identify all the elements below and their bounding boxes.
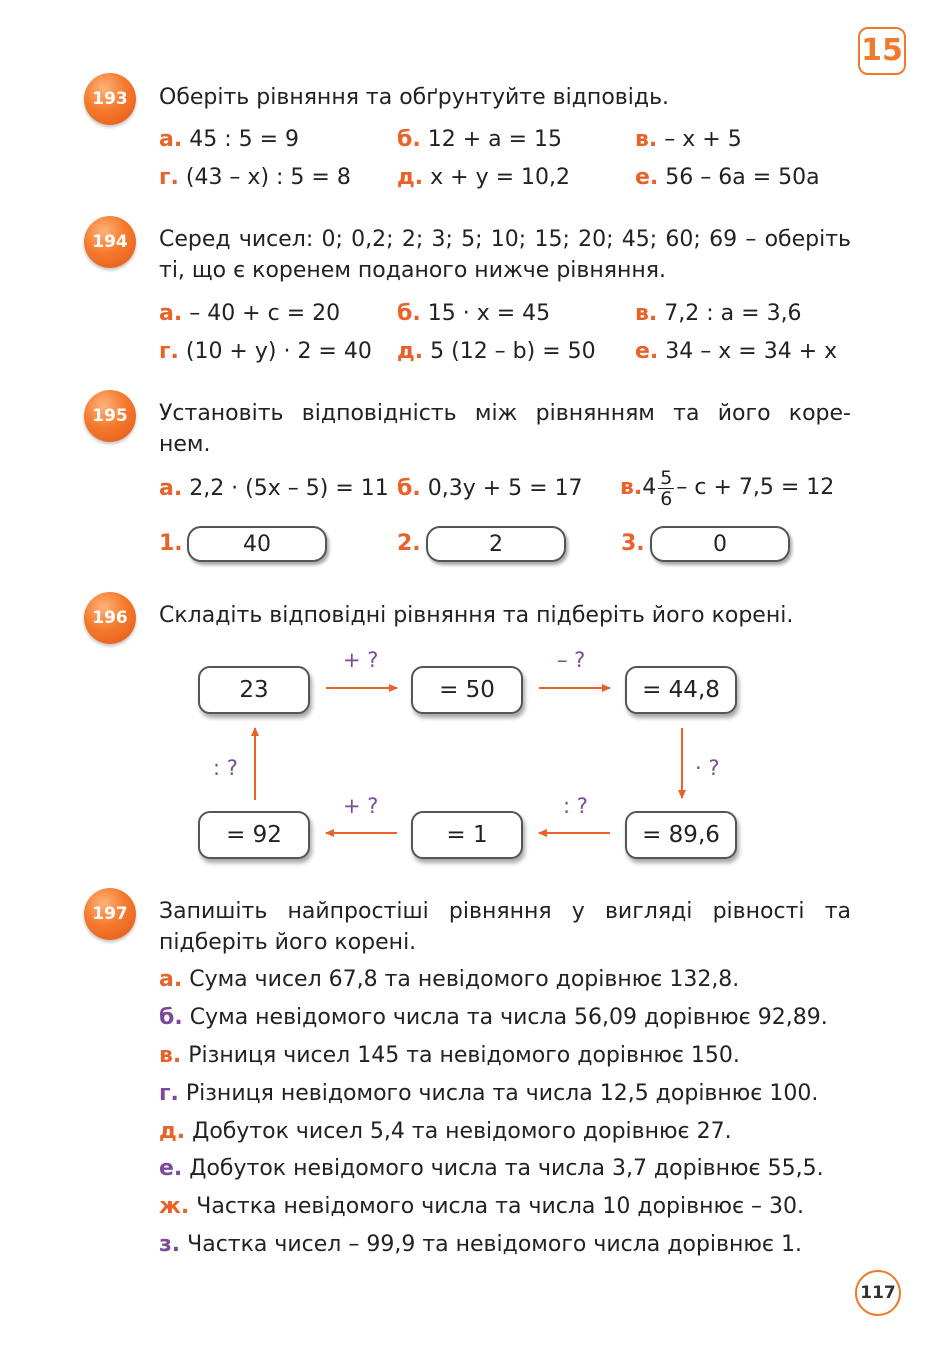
- item-text: 34 – x = 34 + x: [665, 339, 838, 364]
- item-label: г.: [159, 1081, 179, 1106]
- exercise-196-badge: 196: [84, 592, 136, 644]
- item-text: (43 – x) : 5 = 8: [185, 165, 351, 190]
- item-label: в.: [635, 301, 658, 326]
- item-text: 0,3y + 5 = 17: [427, 476, 583, 501]
- item-label: а.: [159, 476, 183, 501]
- item-text: 7,2 : a = 3,6: [664, 301, 802, 326]
- exercise-197-badge: 197: [84, 888, 136, 940]
- item-label: г.: [159, 165, 179, 190]
- flow-box-89-6: = 89,6: [625, 811, 737, 859]
- flow-box-1: = 1: [411, 811, 523, 859]
- item-text: Частка чисел – 99,9 та невідомого числа дорівнює 1.: [187, 1232, 802, 1257]
- root-label-1: 1.: [159, 531, 183, 556]
- item-text: Добуток чисел 5,4 та невідомого дорівнює 27.: [192, 1119, 732, 1144]
- task-line: Запишіть найпростіші рівняння у вигляді рівності та: [159, 899, 851, 924]
- exercise-193-task: Оберіть рівняння та обґрунтуйте відповідь.: [159, 85, 670, 110]
- item-text: – 40 + c = 20: [189, 301, 341, 326]
- item-text: – c + 7,5 = 12: [676, 475, 835, 500]
- ex197-item-g: [159, 1078, 818, 1110]
- item-label: б.: [397, 476, 421, 501]
- root-label-2: 2.: [397, 531, 421, 556]
- root-label-3: 3.: [621, 531, 645, 556]
- exercise-194-badge: 194: [84, 216, 136, 268]
- item-text: 15 · x = 45: [427, 301, 551, 326]
- exercise-195-badge: 195: [84, 390, 136, 442]
- item-label: б.: [159, 1005, 183, 1030]
- item-label: в.: [159, 1043, 182, 1068]
- task-line: Серед чисел: 0; 0,2; 2; 3; 5; 10; 15; 20; 45; 60; 69 – оберіть: [159, 227, 851, 252]
- page-number: 117: [855, 1270, 901, 1316]
- item-label: а.: [159, 127, 183, 152]
- item-text: 12 + a = 15: [427, 127, 563, 152]
- item-text: Добуток невідомого числа та числа 3,7 дорівнює 55,5.: [189, 1156, 824, 1181]
- root-pill-3: 0: [650, 526, 790, 562]
- op-minus-unknown: – ?: [557, 648, 586, 672]
- item-text: Частка невідомого числа та числа 10 дорівнює – 30.: [196, 1194, 805, 1219]
- exercise-193-badge: 193: [84, 73, 136, 125]
- item-label: з.: [159, 1232, 181, 1257]
- exercise-196-task: Складіть відповідні рівняння та підберіть його корені.: [159, 603, 794, 628]
- item-label: а.: [159, 967, 183, 992]
- exercise-197-task: [159, 896, 851, 958]
- item-text: 56 – 6a = 50a: [665, 165, 820, 190]
- task-line: нем.: [159, 432, 211, 457]
- item-label: д.: [397, 165, 424, 190]
- task-line: підберіть його корені.: [159, 930, 417, 955]
- item-label: е.: [635, 165, 659, 190]
- task-line: Установіть відповідність між рівнянням та його коре-: [159, 401, 851, 426]
- root-pill-1: 40: [187, 526, 327, 562]
- item-label: б.: [397, 301, 421, 326]
- item-text: Сума чисел 67,8 та невідомого дорівнює 132,8.: [189, 967, 740, 992]
- item-text: Різниця чисел 145 та невідомого дорівнює 150.: [188, 1043, 740, 1068]
- op-divide-unknown: : ?: [563, 794, 588, 818]
- flow-box-92: = 92: [198, 811, 310, 859]
- ex197-item-zh: [159, 1191, 804, 1223]
- fraction-numerator: 5: [660, 466, 673, 489]
- flow-box-23: 23: [198, 666, 310, 714]
- task-line: ті, що є коренем поданого нижче рівняння.: [159, 258, 666, 283]
- item-label: а.: [159, 301, 183, 326]
- flow-box-50: = 50: [411, 666, 523, 714]
- ex197-item-a: [159, 964, 739, 996]
- op-plus-unknown-2: + ?: [343, 794, 379, 818]
- op-divide-unknown-2: : ?: [213, 756, 238, 780]
- ex197-item-v: [159, 1040, 740, 1072]
- item-text: 2,2 · (5x – 5) = 11: [189, 476, 389, 501]
- root-pill-2: 2: [426, 526, 566, 562]
- ex197-item-b: [159, 1002, 828, 1034]
- item-text: (10 + y) · 2 = 40: [185, 339, 372, 364]
- item-label: г.: [159, 339, 179, 364]
- flow-box-44-8: = 44,8: [625, 666, 737, 714]
- ex197-item-e: [159, 1153, 824, 1185]
- item-text: Різниця невідомого числа та числа 12,5 дорівнює 100.: [185, 1081, 819, 1106]
- item-label: ж.: [159, 1194, 190, 1219]
- ex197-item-z: [159, 1229, 802, 1261]
- item-label: в.: [635, 127, 658, 152]
- item-label: е.: [159, 1156, 183, 1181]
- item-text: – x + 5: [664, 127, 742, 152]
- item-label: в.: [620, 475, 643, 500]
- item-text: 45 : 5 = 9: [189, 127, 300, 152]
- item-label: е.: [635, 339, 659, 364]
- op-times-unknown: · ?: [695, 756, 720, 780]
- ex197-item-d: [159, 1116, 732, 1148]
- op-plus-unknown: + ?: [343, 648, 379, 672]
- item-text: 5 (12 – b) = 50: [430, 339, 596, 364]
- item-label: д.: [159, 1119, 186, 1144]
- item-label: б.: [397, 127, 421, 152]
- lesson-number-badge: 15: [858, 27, 906, 75]
- mixed-number-whole: 4: [642, 475, 657, 500]
- item-label: д.: [397, 339, 424, 364]
- item-text: x + y = 10,2: [430, 165, 570, 190]
- item-text: Сума невідомого числа та числа 56,09 дорівнює 92,89.: [189, 1005, 828, 1030]
- fraction-denominator: 6: [660, 487, 673, 510]
